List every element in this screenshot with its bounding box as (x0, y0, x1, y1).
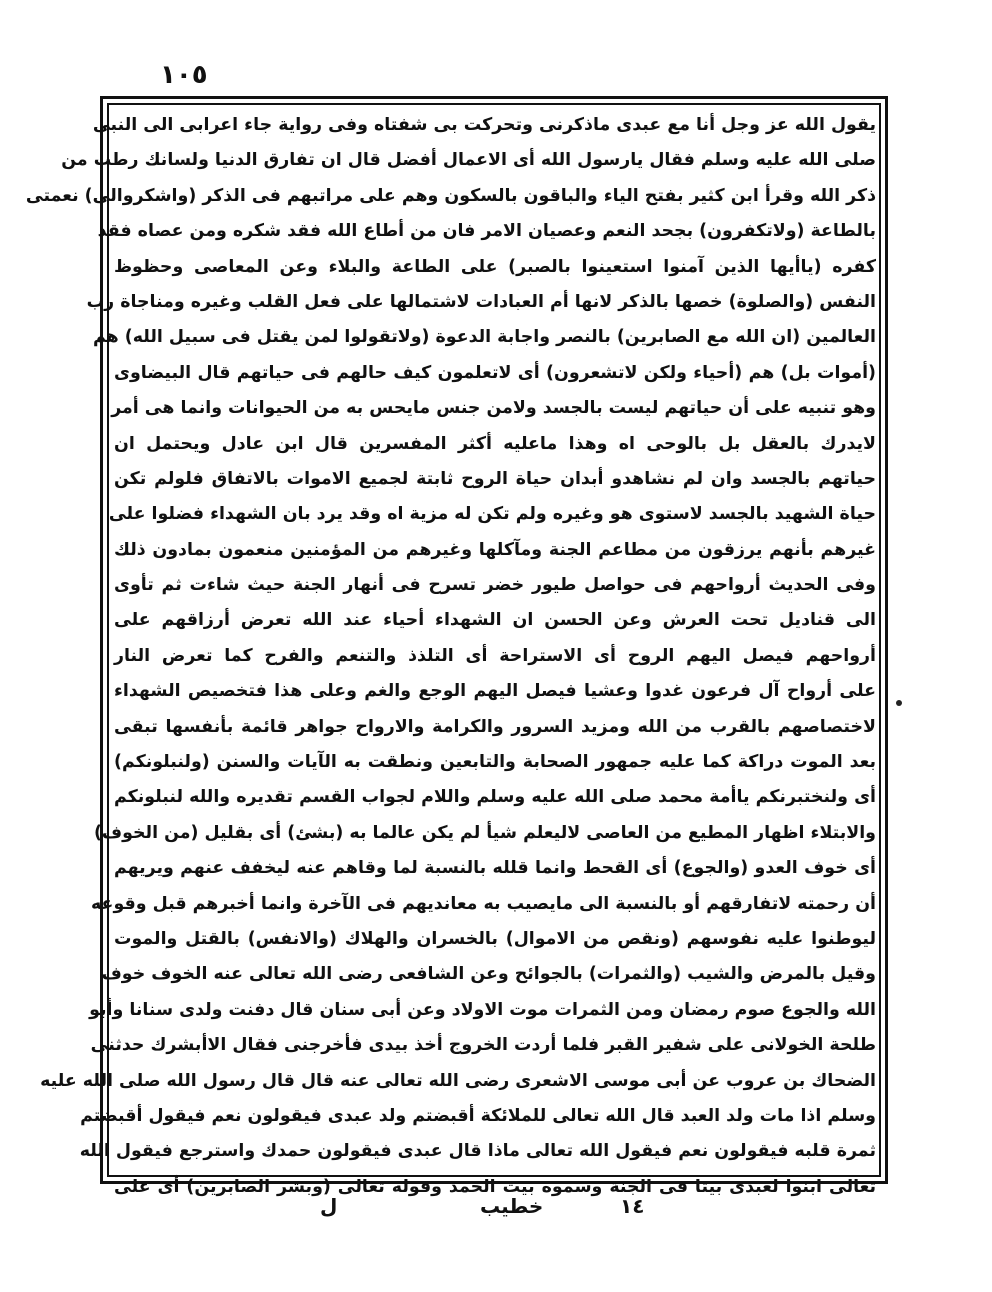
text-line: غيرهم بأنهم يرزقون من مطاعم الجنة ومآكلها وغيرهم من المؤمنين منعمون بمادون ذلك (114, 539, 876, 560)
page-number: ١٠٥ (160, 60, 208, 90)
text-line: حياتهم بالجسد وان لم نشاهدو أبدان حياة الروح ثابتة لجميع الاموات بالاتفاق فلولم تكن (114, 468, 876, 489)
signature-number: ١٤ (620, 1194, 645, 1218)
text-line: على أرواح آل فرعون غدوا وعشيا فيصل اليهم الوجع والغم وعلى هذا فتخصيص الشهداء (114, 681, 876, 702)
text-line: ليوطنوا عليه نفوسهم (ونقص من الاموال) بالخسران والهلاك (والانفس) بالقتل والموت (114, 928, 876, 949)
text-line: العالمين (ان الله مع الصابرين) بالنصر واجابة الدعوة (ولاتقولوا لمن يقتل فى سبيل الله) هم (93, 327, 876, 348)
text-line: أى ولنختبرنكم ياأمة محمد صلى الله عليه وسلم واللام لجواب القسم تقديره والله لنبلونكم (114, 787, 876, 808)
text-line: طلحة الخولانى على شفير القبر فلما أردت الخروج أخذ بيدى فأخرجنى فقال الاأبشرك حدثنى (90, 1035, 876, 1056)
text-line: النفس (والصلوة) خصها بالذكر لانها أم العبادات لاشتمالها على فعل القلب وغيره ومناجاة رب (86, 291, 876, 312)
text-line: ثمرة قلبه فيقولون نعم فيقول الله تعالى ماذا قال عبدى فيقولون حمدك واسترجع فيقول الله (79, 1141, 876, 1162)
text-line: يقول الله عز وجل أنا مع عبدى ماذكرنى وتحركت بى شفتاه وفى رواية جاء اعرابى الى النبى (92, 115, 876, 135)
text-line: الى قناديل تحت العرش وعن الحسن ان الشهداء أحياء عند الله تعرض أرزاقهم على (114, 610, 876, 631)
text-line: أرواحهم فيصل اليهم الروح أى الاستراحة أى التلذذ والتنعم والفرح كما تعرض النار (114, 645, 876, 666)
text-line: وهو تنبيه على أن حياتهم ليست بالجسد ولامن جنس مايحس به من الحيوانات وانما هى أمر (111, 398, 876, 419)
text-line: (أموات بل) هم (أحياء ولكن لاتشعرون) أى لاتعلمون كيف حالهم فى حياتهم قال البيضاوى (114, 362, 876, 383)
text-line: بعد الموت دراكة كما عليه جمهور الصحابة والتابعين ونطقت به الآيات والسنن (ولنبلونكم) (114, 752, 876, 773)
text-line: صلى الله عليه وسلم فقال يارسول الله أى الاعمال أفضل قال ان تفارق الدنيا ولسانك رطب من (61, 150, 876, 171)
margin-mark (896, 700, 902, 706)
page-footer-signature (100, 1190, 888, 1224)
text-line: كفره (ياأيها الذين آمنوا استعينوا بالصبر) على الطاعة والبلاء وعن المعاصى وحظوظ (114, 256, 876, 277)
text-line: وفى الحديث أرواحهم فى حواصل طيور خضر تسرح فى أنهار الجنة حيث شاءت ثم تأوى (114, 575, 876, 596)
text-line: ذكر الله وقرأ ابن كثير بفتح الياء والباقون بالسكون وهم على مراتبهم فى الذكر (واشكروالى) نعمتى (25, 185, 876, 206)
text-line: والابتلاء اظهار المطيع من العاصى لاليعلم شيأ لم يكن عالما به (بشئ) أى بقليل (من الخوف) (93, 822, 876, 843)
text-line: بالطاعة (ولاتكفرون) بجحد النعم وعصيان الامر فان من أطاع الله فقد شكره ومن عصاه فقد (97, 221, 876, 242)
text-line: لايدرك بالعقل بل بالوحى اه وهذا ماعليه أكثر المفسرين قال ابن عادل ويحتمل ان (114, 433, 876, 454)
text-line: وقيل بالمرض والشيب (والثمرات) بالجوائح وعن الشافعى رضى الله تعالى عنه الخوف خوف (101, 964, 876, 985)
text-line: الله والجوع صوم رمضان ومن الثمرات موت الاولاد وعن أبى سنان قال دفنت ولدى سنانا وأبو (89, 999, 876, 1020)
text-line: الضحاك بن عروب عن أبى موسى الاشعرى رضى الله تعالى عنه قال قال رسول الله صلى الله عليه (40, 1070, 876, 1091)
signature-letter: ل (320, 1194, 338, 1218)
text-line: أن رحمته لاتفارقهم أو بالنسبة الى مايصيب به معانديهم فى الآخرة وانما أخبرهم قبل وقوعه (91, 893, 876, 914)
text-line: لاختصاصهم بالقرب من الله ومزيد السرور والكرامة والارواح جواهر قائمة بأنفسها تبقى (114, 716, 876, 737)
text-line: حياة الشهيد بالجسد لاستوى هو وغيره ولم تكن له مزية اه وقد يرد بان الشهداء فضلوا على (108, 504, 876, 525)
text-line: أى خوف العدو (والجوع) أى القحط وانما قلله بالنسبة لما وقاهم عنه ليخفف عنهم ويريهم (114, 858, 876, 879)
text-line: وسلم اذا مات ولد العبد قال الله تعالى للملائكة أقبضتم ولد عبدى فيقولون نعم فيقول أقبضتم (80, 1105, 876, 1126)
text-line: تعالى ابنوا لعبدى بيتا فى الجنة وسموه بيت الحمد وقوله تعالى (وبشر الصابرين) أى على (114, 1176, 876, 1197)
signature-word: خطيب (480, 1194, 544, 1218)
text-body (25, 108, 876, 1197)
